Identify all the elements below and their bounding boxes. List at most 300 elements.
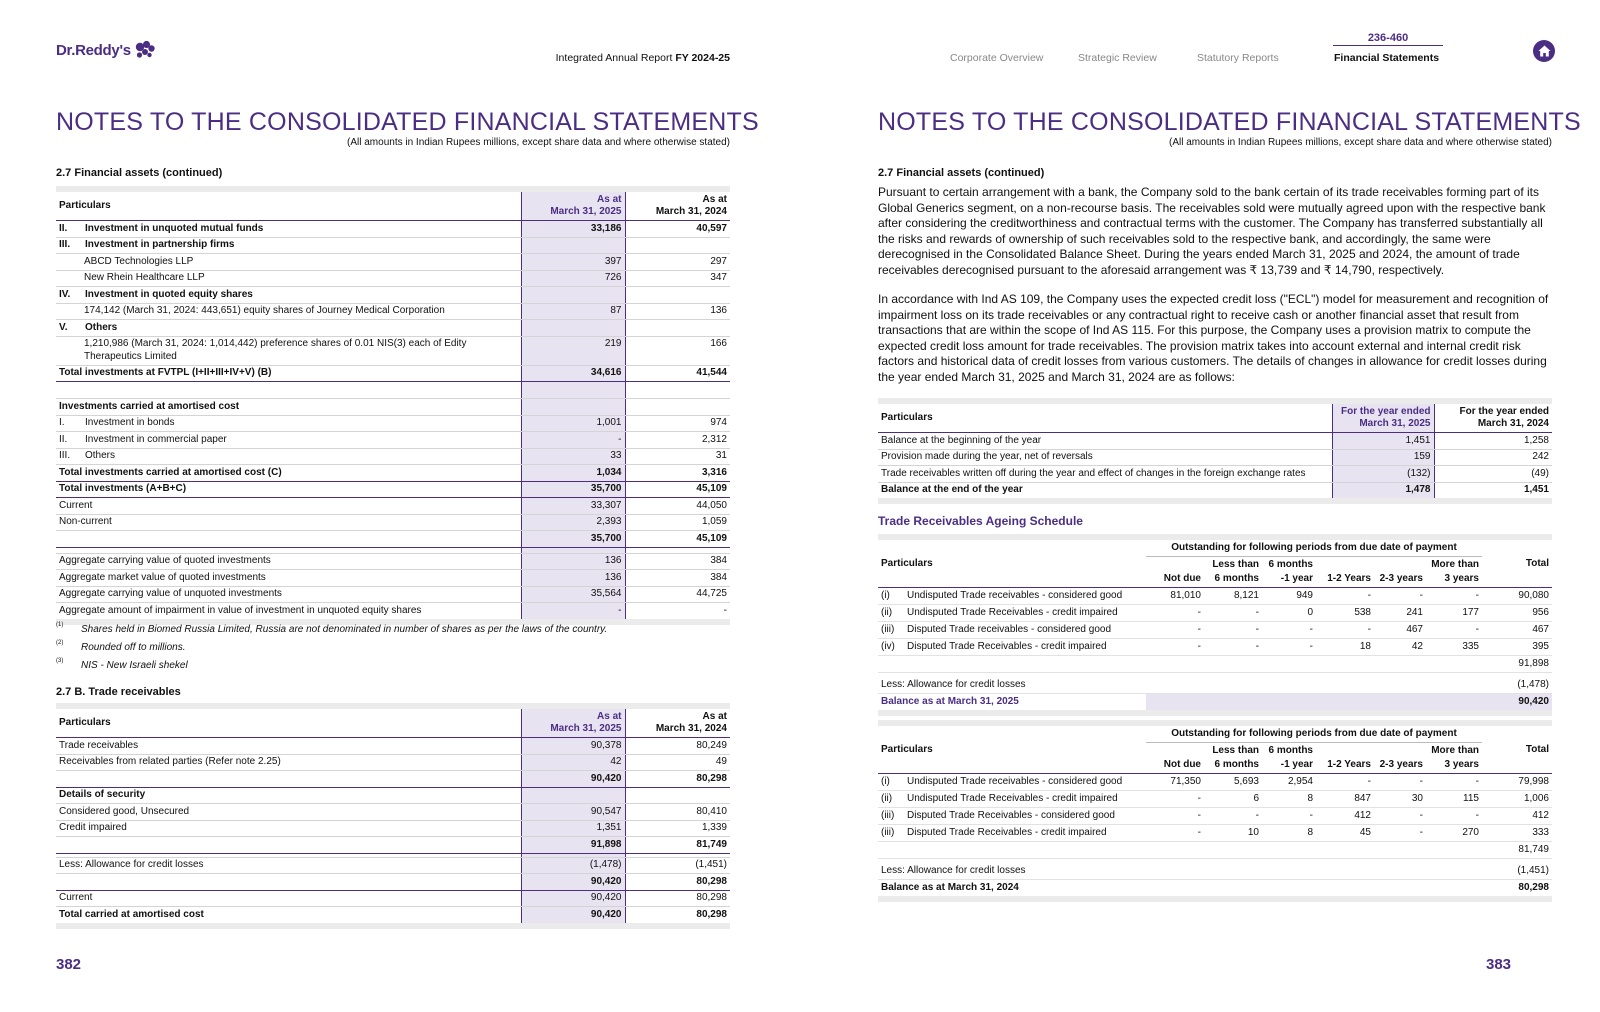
value-2024 bbox=[625, 237, 730, 254]
balance-row bbox=[878, 693, 1552, 713]
value-2024: 136 bbox=[625, 303, 730, 320]
value-2025: 90,547 bbox=[521, 804, 625, 821]
row-label bbox=[56, 287, 521, 304]
table-row bbox=[56, 837, 730, 854]
value-2024: 242 bbox=[1434, 449, 1552, 466]
row-number: (iii) bbox=[881, 624, 895, 635]
period-value: 949 bbox=[1262, 588, 1316, 605]
row-label-text: Undisputed Trade Receivables - credit impaired bbox=[907, 793, 1118, 804]
value-2024: 40,597 bbox=[625, 221, 730, 238]
row-label-text: New Rhein Healthcare LLP bbox=[84, 272, 205, 283]
row-number: (iii) bbox=[881, 827, 895, 838]
subtotal-row bbox=[878, 656, 1552, 673]
col-particulars: Particulars bbox=[878, 401, 1332, 433]
value-2025: (1,478) bbox=[521, 857, 625, 874]
subtotal-row bbox=[878, 842, 1552, 859]
ageing-header-row bbox=[878, 723, 1552, 743]
table-row bbox=[56, 432, 730, 449]
value-2024 bbox=[625, 382, 730, 399]
row-label-text: Aggregate carrying value of quoted investments bbox=[59, 555, 271, 566]
col-period-line: Not due bbox=[1163, 573, 1201, 584]
balance-value: 80,298 bbox=[1482, 879, 1552, 899]
period-value: 0 bbox=[1262, 605, 1316, 622]
row-label bbox=[878, 774, 1146, 791]
row-number: III. bbox=[59, 239, 71, 250]
period-value: 335 bbox=[1426, 639, 1482, 656]
col-period-line: 3 years bbox=[1444, 759, 1479, 770]
row-label-text: Undisputed Trade receivables - considered good bbox=[907, 590, 1123, 601]
col-2024-line2: March 31, 2024 bbox=[655, 206, 727, 217]
col-2025 bbox=[521, 189, 625, 221]
col-period bbox=[1374, 743, 1426, 774]
subtotal-label bbox=[878, 656, 1482, 673]
col-2025-line1: As at bbox=[597, 710, 622, 722]
period-value: - bbox=[1204, 639, 1262, 656]
value-2025: 726 bbox=[521, 270, 625, 287]
footnote-mark: (1) bbox=[56, 622, 64, 628]
period-value: - bbox=[1262, 622, 1316, 639]
table-row bbox=[878, 622, 1552, 639]
row-label bbox=[56, 303, 521, 320]
table-row bbox=[56, 498, 730, 515]
table-row bbox=[878, 449, 1552, 466]
subtotal-value: 81,749 bbox=[1482, 842, 1552, 859]
period-value: 6 bbox=[1204, 791, 1262, 808]
value-2024: (1,451) bbox=[625, 857, 730, 874]
table-row bbox=[56, 771, 730, 788]
table-row bbox=[56, 237, 730, 254]
period-value: 5,693 bbox=[1204, 774, 1262, 791]
row-label bbox=[56, 531, 521, 548]
period-value: 18 bbox=[1316, 639, 1374, 656]
col-2024 bbox=[625, 189, 730, 221]
row-label bbox=[56, 514, 521, 531]
value-2024: 1,258 bbox=[1434, 433, 1552, 450]
period-value: - bbox=[1426, 808, 1482, 825]
footnote-text: Rounded off to millions. bbox=[81, 642, 186, 653]
row-label bbox=[56, 586, 521, 603]
period-value: - bbox=[1146, 622, 1204, 639]
value-2025 bbox=[521, 287, 625, 304]
col-particulars: Particulars bbox=[56, 706, 521, 738]
row-number: I. bbox=[59, 417, 65, 428]
row-label-text: Total investments (A+B+C) bbox=[59, 483, 187, 494]
row-total: 1,006 bbox=[1482, 791, 1552, 808]
period-value: 270 bbox=[1426, 825, 1482, 842]
value-2025 bbox=[521, 320, 625, 337]
footnote-mark: (3) bbox=[56, 658, 64, 664]
col-period-line: 6 months bbox=[1214, 573, 1259, 584]
value-2025: 35,700 bbox=[521, 481, 625, 498]
value-2024: 80,298 bbox=[625, 907, 730, 926]
allowance-row bbox=[878, 863, 1552, 880]
value-2025: 136 bbox=[521, 570, 625, 587]
period-value: - bbox=[1146, 605, 1204, 622]
value-2025 bbox=[521, 787, 625, 804]
row-number: (iv) bbox=[881, 641, 895, 652]
period-value: 30 bbox=[1374, 791, 1426, 808]
row-label bbox=[56, 553, 521, 570]
col-period-line: 1-2 Years bbox=[1327, 573, 1371, 584]
value-2025: 34,616 bbox=[521, 365, 625, 382]
period-value: 115 bbox=[1426, 791, 1482, 808]
allowance-value: (1,451) bbox=[1482, 863, 1552, 880]
row-label: Balance at the beginning of the year bbox=[878, 433, 1332, 450]
row-label bbox=[56, 498, 521, 515]
page-heading: NOTES TO THE CONSOLIDATED FINANCIAL STATEMENTS bbox=[878, 108, 1581, 136]
row-label: Considered good, Unsecured bbox=[56, 804, 521, 821]
table-row bbox=[56, 890, 730, 907]
subtotal-value: 91,898 bbox=[1482, 656, 1552, 673]
allowance-label: Less: Allowance for credit losses bbox=[878, 863, 1482, 880]
period-value: 10 bbox=[1204, 825, 1262, 842]
value-2024: (49) bbox=[1434, 466, 1552, 483]
row-label bbox=[56, 237, 521, 254]
table-row bbox=[56, 553, 730, 570]
col-2024 bbox=[625, 706, 730, 738]
row-total: 333 bbox=[1482, 825, 1552, 842]
value-2024: 2,312 bbox=[625, 432, 730, 449]
col-2024-line2: March 31, 2024 bbox=[1477, 418, 1549, 429]
col-period bbox=[1316, 743, 1374, 774]
value-2025: 87 bbox=[521, 303, 625, 320]
row-label bbox=[878, 808, 1146, 825]
col-period-line: 1-2 Years bbox=[1327, 759, 1371, 770]
period-value: - bbox=[1262, 639, 1316, 656]
row-label-text: ABCD Technologies LLP bbox=[84, 255, 194, 267]
row-number: (ii) bbox=[881, 793, 893, 804]
row-label: Trade receivables bbox=[56, 738, 521, 755]
value-2024: 44,050 bbox=[625, 498, 730, 515]
value-2024 bbox=[625, 399, 730, 416]
table-row bbox=[56, 481, 730, 498]
row-label-text: Disputed Trade receivables - considered good bbox=[907, 624, 1112, 635]
col-2025-line2: March 31, 2025 bbox=[550, 723, 622, 734]
value-2025: 33,186 bbox=[521, 221, 625, 238]
row-label: Credit impaired bbox=[56, 820, 521, 837]
allowance-credit-losses-table bbox=[878, 398, 1552, 504]
value-2025: 90,378 bbox=[521, 738, 625, 755]
table-row bbox=[878, 808, 1552, 825]
col-total: Total bbox=[1482, 537, 1552, 588]
page-heading: NOTES TO THE CONSOLIDATED FINANCIAL STATEMENTS bbox=[56, 108, 759, 136]
row-label-text: Undisputed Trade Receivables - credit impaired bbox=[907, 607, 1118, 618]
period-value: 241 bbox=[1374, 605, 1426, 622]
table-row bbox=[878, 774, 1552, 791]
report-title-year: FY 2024-25 bbox=[675, 52, 730, 64]
subtotal-label bbox=[878, 842, 1482, 859]
row-label bbox=[56, 603, 521, 622]
row-label bbox=[56, 771, 521, 788]
table-row bbox=[56, 787, 730, 804]
period-value: 45 bbox=[1316, 825, 1374, 842]
home-button[interactable] bbox=[1533, 40, 1555, 62]
paragraph-ecl: In accordance with Ind AS 109, the Company uses the expected credit loss ("ECL") model for measurement and recognition of impairment loss on its trade receivables or any contractual right to receive cash or another financial asset that result from transactions that are within the scope of Ind AS 115. For this purpose, the Company uses a provision matrix to compute the expected credit loss amount for trade receivables. The provision matrix takes into account external and internal credit risk factors and historical data of credit losses from various customers. The details of changes in allowance for credit losses during the year ended March 31, 2025 and March 31, 2024 are as follows: bbox=[878, 292, 1549, 384]
col-period-line: More than bbox=[1431, 745, 1479, 756]
col-2024-line1: As at bbox=[702, 710, 727, 722]
col-period bbox=[1204, 557, 1262, 588]
table-row bbox=[878, 605, 1552, 622]
footnote bbox=[56, 624, 730, 642]
col-2025-line2: March 31, 2025 bbox=[1359, 418, 1431, 429]
row-number: (i) bbox=[881, 590, 890, 601]
ageing-table-2025 bbox=[878, 534, 1552, 716]
table-row bbox=[56, 399, 730, 416]
period-value: 177 bbox=[1426, 605, 1482, 622]
row-label bbox=[56, 432, 521, 449]
period-value: - bbox=[1374, 588, 1426, 605]
col-outstanding-span: Outstanding for following periods from due date of payment bbox=[1146, 723, 1482, 743]
table-row bbox=[56, 857, 730, 874]
table-row bbox=[56, 254, 730, 271]
period-value: 8,121 bbox=[1204, 588, 1262, 605]
value-2025 bbox=[521, 399, 625, 416]
row-number: II. bbox=[59, 222, 68, 234]
row-label bbox=[878, 622, 1146, 639]
row-label-text: Aggregate market value of quoted investments bbox=[59, 571, 266, 583]
period-value: - bbox=[1262, 808, 1316, 825]
col-2025-line2: March 31, 2025 bbox=[550, 206, 622, 217]
row-label bbox=[56, 320, 521, 337]
footnote-text: Shares held in Biomed Russia Limited, Russia are not denominated in number of shares as per the laws of the country. bbox=[81, 624, 608, 635]
row-label-text: 1,210,986 (March 31, 2024: 1,014,442) preference shares of 0.01 NIS(3) each of Edity Therapeutics Limited bbox=[84, 338, 467, 362]
row-label-text: Investments carried at amortised cost bbox=[59, 400, 240, 412]
value-2025: 397 bbox=[521, 254, 625, 271]
brand-logo[interactable] bbox=[56, 40, 156, 60]
row-label: Provision made during the year, net of reversals bbox=[878, 449, 1332, 466]
value-2024: - bbox=[625, 603, 730, 622]
period-value: - bbox=[1316, 774, 1374, 791]
row-label-text: Investment in partnership firms bbox=[85, 239, 235, 250]
col-period-line: 3 years bbox=[1444, 573, 1479, 584]
col-period bbox=[1146, 557, 1204, 588]
row-label: Total carried at amortised cost bbox=[56, 907, 521, 926]
report-title-prefix: Integrated Annual Report bbox=[555, 52, 676, 64]
row-number: III. bbox=[59, 450, 71, 461]
table-header-row bbox=[56, 706, 730, 738]
value-2024: 1,451 bbox=[1434, 482, 1552, 501]
value-2025: 1,351 bbox=[521, 820, 625, 837]
col-period bbox=[1146, 743, 1204, 774]
table-row bbox=[56, 754, 730, 771]
col-period bbox=[1316, 557, 1374, 588]
value-2025: 90,420 bbox=[521, 771, 625, 788]
row-label bbox=[878, 588, 1146, 605]
value-2025: 33,307 bbox=[521, 498, 625, 515]
value-2025: 1,451 bbox=[1332, 433, 1434, 450]
ageing-header-row bbox=[878, 537, 1552, 557]
row-label-text: Investment in bonds bbox=[85, 417, 175, 428]
table-header-row bbox=[878, 401, 1552, 433]
row-label bbox=[878, 825, 1146, 842]
nav-statutory-reports[interactable]: Statutory Reports bbox=[1197, 52, 1279, 64]
row-label-text: Total investments at FVTPL (I+II+III+IV+V) (B) bbox=[59, 367, 272, 378]
col-period bbox=[1262, 743, 1316, 774]
nav-corporate-overview[interactable]: Corporate Overview bbox=[950, 52, 1044, 64]
value-2025: 1,478 bbox=[1332, 482, 1434, 501]
value-2024: 384 bbox=[625, 570, 730, 587]
allowance-row bbox=[878, 677, 1552, 694]
row-label bbox=[56, 336, 521, 365]
value-2024 bbox=[625, 287, 730, 304]
period-value: - bbox=[1374, 825, 1426, 842]
row-label-text: Investment in unquoted mutual funds bbox=[85, 222, 264, 234]
table-row bbox=[56, 804, 730, 821]
row-label-text: Disputed Trade Receivables - credit impaired bbox=[907, 641, 1107, 652]
row-total: 467 bbox=[1482, 622, 1552, 639]
row-label-text: Aggregate amount of impairment in value of investment in unquoted equity shares bbox=[59, 604, 422, 616]
period-value: - bbox=[1426, 622, 1482, 639]
col-period-line: 6 months bbox=[1268, 745, 1313, 756]
report-title bbox=[500, 52, 730, 64]
table-row bbox=[878, 791, 1552, 808]
period-value: 42 bbox=[1374, 639, 1426, 656]
row-label bbox=[56, 570, 521, 587]
value-2024: 80,249 bbox=[625, 738, 730, 755]
right-page bbox=[800, 0, 1600, 1012]
row-label bbox=[56, 465, 521, 482]
col-period bbox=[1204, 743, 1262, 774]
col-total: Total bbox=[1482, 723, 1552, 774]
col-particulars: Particulars bbox=[878, 723, 1146, 774]
col-2025-line1: As at bbox=[597, 193, 622, 205]
value-2024: 80,410 bbox=[625, 804, 730, 821]
balance-value: 90,420 bbox=[1482, 693, 1552, 713]
value-2024: 974 bbox=[625, 415, 730, 432]
period-value: 538 bbox=[1316, 605, 1374, 622]
table-row bbox=[56, 287, 730, 304]
value-2024: 45,109 bbox=[625, 531, 730, 548]
value-2025: 91,898 bbox=[521, 837, 625, 854]
row-number: (i) bbox=[881, 776, 890, 787]
col-2025 bbox=[521, 706, 625, 738]
value-2024: 81,749 bbox=[625, 837, 730, 854]
table-row bbox=[56, 586, 730, 603]
row-total: 956 bbox=[1482, 605, 1552, 622]
col-period-line: Less than bbox=[1212, 745, 1259, 756]
table-row bbox=[56, 603, 730, 622]
row-label-text: Current bbox=[59, 499, 93, 511]
col-period-line: 6 months bbox=[1214, 759, 1259, 770]
row-label bbox=[56, 837, 521, 854]
table-row bbox=[56, 514, 730, 531]
row-number: (iii) bbox=[881, 810, 895, 821]
ageing-table-2024 bbox=[878, 720, 1552, 902]
row-label bbox=[878, 639, 1146, 656]
table-row bbox=[878, 433, 1552, 450]
row-label-text: 174,142 (March 31, 2024: 443,651) equity shares of Journey Medical Corporation bbox=[84, 305, 445, 316]
value-2024: 80,298 bbox=[625, 890, 730, 907]
table-row bbox=[56, 221, 730, 238]
period-value: - bbox=[1204, 605, 1262, 622]
balance-row bbox=[878, 879, 1552, 899]
row-number: (ii) bbox=[881, 607, 893, 618]
footnotes bbox=[56, 624, 730, 678]
period-value: - bbox=[1146, 791, 1204, 808]
period-value: - bbox=[1316, 588, 1374, 605]
nav-strategic-review[interactable]: Strategic Review bbox=[1078, 52, 1157, 64]
col-2025 bbox=[1332, 401, 1434, 433]
period-value: 8 bbox=[1262, 791, 1316, 808]
value-2024: 41,544 bbox=[625, 365, 730, 382]
col-particulars: Particulars bbox=[56, 189, 521, 221]
period-value: - bbox=[1146, 825, 1204, 842]
col-period bbox=[1426, 557, 1482, 588]
period-value: - bbox=[1374, 774, 1426, 791]
nav-financial-statements[interactable]: Financial Statements bbox=[1334, 52, 1440, 64]
table-row bbox=[878, 482, 1552, 501]
col-period-line: Not due bbox=[1163, 759, 1201, 770]
row-label: Receivables from related parties (Refer note 2.25) bbox=[56, 754, 521, 771]
home-icon bbox=[1538, 45, 1551, 57]
row-label-text: Others bbox=[85, 321, 118, 333]
row-label bbox=[56, 365, 521, 382]
value-2025 bbox=[521, 237, 625, 254]
period-value: 81,010 bbox=[1146, 588, 1204, 605]
value-2025: 219 bbox=[521, 336, 625, 365]
row-label: Trade receivables written off during the year and effect of changes in the foreign exchange rates bbox=[878, 466, 1332, 483]
table-row bbox=[56, 270, 730, 287]
brand-logo-mark-icon bbox=[134, 40, 156, 60]
row-label-text: Investment in quoted equity shares bbox=[85, 288, 253, 300]
table-row bbox=[56, 382, 730, 399]
col-period bbox=[1262, 557, 1316, 588]
value-2025: 159 bbox=[1332, 449, 1434, 466]
row-label bbox=[56, 874, 521, 891]
period-value: - bbox=[1426, 588, 1482, 605]
row-label bbox=[56, 415, 521, 432]
table-row bbox=[878, 639, 1552, 656]
row-label: Details of security bbox=[56, 787, 521, 804]
value-2025: (132) bbox=[1332, 466, 1434, 483]
period-value: 467 bbox=[1374, 622, 1426, 639]
value-2024 bbox=[625, 787, 730, 804]
period-value: - bbox=[1204, 622, 1262, 639]
table-row bbox=[878, 825, 1552, 842]
col-period-line: 2-3 years bbox=[1379, 573, 1423, 584]
row-label bbox=[878, 605, 1146, 622]
period-value: - bbox=[1204, 808, 1262, 825]
row-label bbox=[56, 270, 521, 287]
col-period bbox=[1374, 557, 1426, 588]
value-2025: - bbox=[521, 432, 625, 449]
value-2024: 1,339 bbox=[625, 820, 730, 837]
table-row bbox=[56, 820, 730, 837]
table-row bbox=[56, 738, 730, 755]
period-value: 71,350 bbox=[1146, 774, 1204, 791]
value-2024: 80,298 bbox=[625, 874, 730, 891]
footnote-mark: (2) bbox=[56, 640, 64, 646]
ageing-schedule-title: Trade Receivables Ageing Schedule bbox=[878, 514, 1083, 528]
period-value: - bbox=[1426, 774, 1482, 791]
row-label-text: Disputed Trade Receivables - credit impaired bbox=[907, 827, 1107, 838]
table-row bbox=[56, 874, 730, 891]
page-number-left: 382 bbox=[56, 956, 82, 973]
row-total: 395 bbox=[1482, 639, 1552, 656]
col-outstanding-span: Outstanding for following periods from due date of payment bbox=[1146, 537, 1482, 557]
page-subheading: (All amounts in Indian Rupees millions, except share data and where otherwise stated) bbox=[347, 137, 730, 148]
value-2024: 384 bbox=[625, 553, 730, 570]
footnote bbox=[56, 660, 730, 678]
value-2025: 90,420 bbox=[521, 874, 625, 891]
value-2024: 297 bbox=[625, 254, 730, 271]
row-label-text: Disputed Trade Receivables - considered good bbox=[907, 810, 1115, 821]
period-value: - bbox=[1374, 808, 1426, 825]
table-header-row bbox=[56, 189, 730, 221]
col-2024-line1: For the year ended bbox=[1459, 405, 1549, 417]
row-label bbox=[56, 254, 521, 271]
balance-label: Balance as at March 31, 2024 bbox=[878, 879, 1146, 899]
